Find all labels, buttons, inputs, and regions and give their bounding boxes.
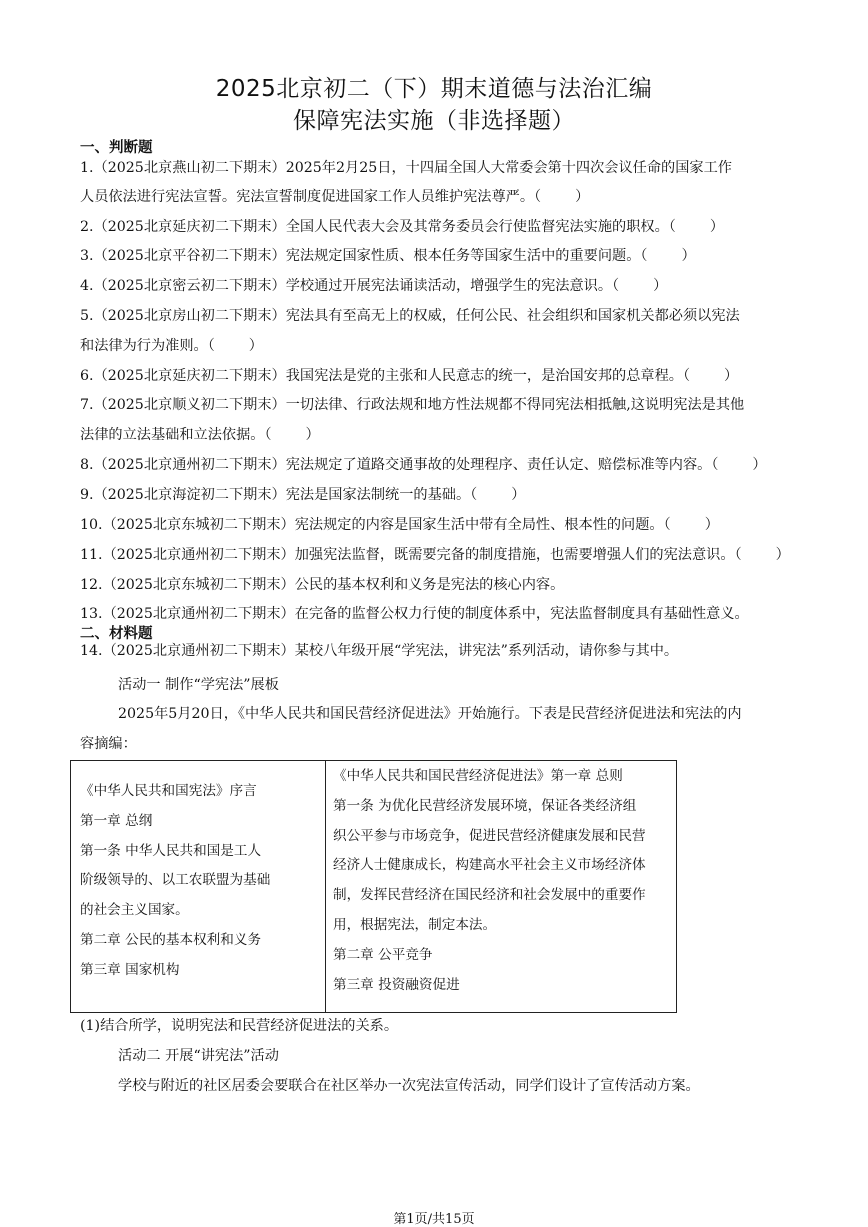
closing-paren: ） bbox=[775, 547, 790, 563]
table-line: 织公平参与市场竞争，促进民营经济健康发展和民营 bbox=[333, 827, 646, 844]
closing-paren: ） bbox=[575, 189, 590, 205]
activity-two-intro: 学校与附近的社区居委会要联合在社区举办一次宪法宣传活动，同学们设计了宣传活动方案。 bbox=[118, 1078, 700, 1094]
table-line: 第一条 为优化民营经济发展环境，保证各类经济组 bbox=[333, 797, 637, 814]
question-text: 10.（2025北京东城初二下期末）宪法规定的内容是国家生活中带有全局性、根本性的问题。（ bbox=[80, 517, 671, 533]
table-line: 第一章 总纲 bbox=[80, 812, 153, 829]
judgment-question-line bbox=[80, 603, 749, 623]
question-text: 12.（2025北京东城初二下期末）公民的基本权利和义务是宪法的核心内容。 bbox=[80, 577, 565, 593]
private-economy-law-excerpt-cell bbox=[326, 761, 677, 1013]
page-title: 2025北京初二（下）期末道德与法治汇编 bbox=[215, 76, 653, 102]
table-line: 经济人士健康成长，构建高水平社会主义市场经济体 bbox=[333, 857, 646, 874]
closing-paren: ） bbox=[653, 278, 668, 294]
judgment-question-line bbox=[80, 245, 696, 265]
closing-paren: ） bbox=[709, 219, 725, 235]
question-text: 13.（2025北京通州初二下期末）在完备的监督公权力行使的制度体系中，宪法监督制度具有基础性意义。 bbox=[80, 606, 749, 622]
judgment-question-line bbox=[80, 275, 667, 295]
table-line: 第三章 国家机构 bbox=[80, 961, 180, 978]
constitution-excerpt-cell bbox=[71, 761, 326, 1013]
closing-paren: ） bbox=[248, 338, 263, 354]
judgment-question-line bbox=[80, 544, 790, 564]
question-text: 6.（2025北京延庆初二下期末）我国宪法是党的主张和人民意志的统一，是治国安邦的总章程。（ bbox=[80, 368, 691, 384]
question-text: 11.（2025北京通州初二下期末）加强宪法监督，既需要完备的制度措施，也需要增强人们的宪法意识。（ bbox=[80, 547, 742, 563]
question-14: 14.（2025北京通州初二下期末）某校八年级开展“学宪法，讲宪法”系列活动，请你参与其中。 bbox=[80, 643, 679, 659]
judgment-question-line bbox=[80, 157, 732, 177]
question-text: 人员依法进行宪法宣誓。宪法宣誓制度促进国家工作人员维护宪法尊严。（ bbox=[80, 189, 542, 205]
judgment-question-line bbox=[80, 186, 589, 206]
question-text: 1.（2025北京燕山初二下期末）2025年2月25日，十四届全国人大常委会第十四次会议任命的国家工作 bbox=[80, 160, 732, 176]
question-text: 和法律为行为准则。（ bbox=[80, 338, 215, 354]
judgment-question-line bbox=[80, 305, 740, 325]
material-intro-line2: 容摘编： bbox=[80, 736, 137, 752]
table-line: 第三章 投资融资促进 bbox=[333, 976, 460, 993]
question-text: 4.（2025北京密云初二下期末）学校通过开展宪法诵读活动，增强学生的宪法意识。（ bbox=[80, 278, 620, 294]
table-line: 用，根据宪法，制定本法。 bbox=[333, 916, 497, 933]
page-footer: 第1页/共15页 bbox=[393, 1212, 475, 1227]
table-line: 第二章 公民的基本权利和义务 bbox=[80, 931, 262, 948]
judgment-question-line bbox=[80, 484, 525, 504]
material-intro-line1: 2025年5月20日，《中华人民共和国民营经济促进法》开始施行。下表是民营经济促进法和宪法的内 bbox=[118, 706, 742, 722]
judgment-question-line bbox=[80, 574, 564, 594]
judgment-question-line bbox=[80, 365, 738, 385]
table-line: 的社会主义国家。 bbox=[80, 902, 189, 919]
judgment-question-line bbox=[80, 335, 263, 355]
question-text: 9.（2025北京海淀初二下期末）宪法是国家法制统一的基础。（ bbox=[80, 487, 478, 503]
table-line: 第二章 公平竞争 bbox=[333, 946, 433, 963]
question-text: 8.（2025北京通州初二下期末）宪法规定了道路交通事故的处理程序、责任认定、赔偿标准等内容。（ bbox=[80, 457, 719, 473]
table-line: 制，发挥民营经济在国民经济和社会发展中的重要作 bbox=[333, 887, 646, 904]
closing-paren: ） bbox=[752, 457, 767, 473]
judgment-question-line bbox=[80, 394, 744, 414]
activity-two-heading: 活动二 开展“讲宪法”活动 bbox=[118, 1048, 279, 1064]
closing-paren: ） bbox=[511, 487, 526, 503]
closing-paren: ） bbox=[681, 248, 696, 264]
section-heading-material: 二、材料题 bbox=[80, 626, 153, 642]
judgment-question-line bbox=[80, 216, 724, 236]
closing-paren: ） bbox=[704, 517, 719, 533]
question-text: 法律的立法基础和立法依据。（ bbox=[80, 427, 272, 443]
question-text: 3.（2025北京平谷初二下期末）宪法规定国家性质、根本任务等国家生活中的重要问题。（ bbox=[80, 248, 648, 264]
table-line: 《中华人民共和国宪法》序言 bbox=[80, 783, 257, 799]
judgment-question-line bbox=[80, 514, 719, 534]
activity-one-heading: 活动一 制作“学宪法”展板 bbox=[118, 677, 279, 693]
judgment-question-line bbox=[80, 454, 767, 474]
sub-question-1: (1)结合所学，说明宪法和民营经济促进法的关系。 bbox=[80, 1018, 399, 1034]
question-text: 7.（2025北京顺义初二下期末）一切法律、行政法规和地方性法规都不得同宪法相抵触,这说明宪法是其他 bbox=[80, 397, 745, 413]
judgment-question-line bbox=[80, 424, 320, 444]
law-excerpt-table bbox=[70, 760, 677, 1013]
question-text: 5.（2025北京房山初二下期末）宪法具有至高无上的权威，任何公民、社会组织和国家机关都必须以宪法 bbox=[80, 308, 740, 324]
question-text: 2.（2025北京延庆初二下期末）全国人民代表大会及其常务委员会行使监督宪法实施的职权。（ bbox=[80, 219, 676, 235]
closing-paren: ） bbox=[305, 427, 320, 443]
table-line: 第一条 中华人民共和国是工人 bbox=[80, 842, 262, 859]
table-line: 《中华人民共和国民营经济促进法》第一章 总则 bbox=[333, 768, 623, 784]
section-heading-judgment: 一、判断题 bbox=[80, 140, 153, 156]
table-line: 阶级领导的、以工农联盟为基础 bbox=[80, 872, 271, 889]
page-subtitle: 保障宪法实施（非选择题） bbox=[293, 108, 575, 134]
closing-paren: ） bbox=[724, 368, 739, 384]
